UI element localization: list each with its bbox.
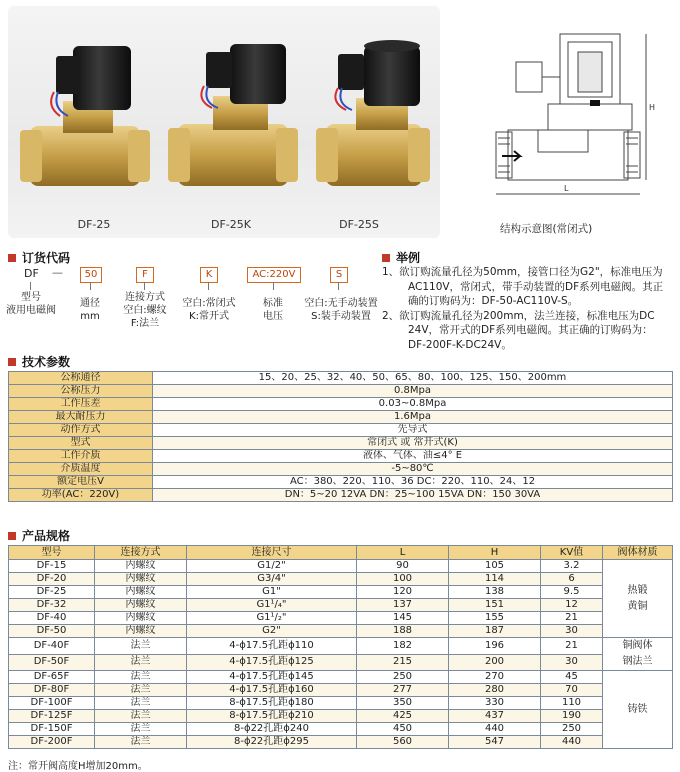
param-key: 介质温度	[9, 463, 153, 476]
connector-line	[30, 282, 31, 290]
spec-connection: 法兰	[95, 638, 187, 655]
spec-size: 4-ϕ17.5孔距ϕ110	[187, 638, 357, 655]
section-marker-icon	[8, 358, 16, 366]
param-row	[9, 489, 673, 502]
col-header-h: H	[449, 546, 541, 560]
table-row	[9, 586, 673, 599]
param-row	[9, 385, 673, 398]
spec-l: 188	[357, 625, 449, 638]
param-key: 工作压差	[9, 398, 153, 411]
param-key: 工作介质	[9, 450, 153, 463]
spec-kv: 9.5	[541, 586, 603, 599]
param-value: 0.8Mpa	[153, 385, 673, 398]
spec-model: DF-80F	[9, 684, 95, 697]
connector-line	[90, 282, 91, 290]
spec-h: 280	[449, 684, 541, 697]
spec-connection: 内螺纹	[95, 625, 187, 638]
spec-l: 145	[357, 612, 449, 625]
param-row	[9, 398, 673, 411]
param-key: 型式	[9, 437, 153, 450]
dim-l-label: L	[564, 184, 569, 193]
tech-params-title: 技术参数	[22, 355, 71, 369]
spec-h: 547	[449, 736, 541, 749]
spec-model: DF-125F	[9, 710, 95, 723]
spec-h: 138	[449, 586, 541, 599]
spec-h: 440	[449, 723, 541, 736]
spec-header-row	[9, 546, 673, 560]
table-row	[9, 723, 673, 736]
order-code-title: 订货代码	[22, 251, 71, 265]
spec-h: 196	[449, 638, 541, 655]
param-key: 公称压力	[9, 385, 153, 398]
spec-l: 137	[357, 599, 449, 612]
code-desc-type: 空白:常闭式 K:常开式	[182, 298, 236, 322]
example-line: 24V，常开式的DF系列电磁阀。其正确的订购码为：	[408, 324, 653, 336]
spec-connection: 内螺纹	[95, 612, 187, 625]
spec-connection: 法兰	[95, 710, 187, 723]
section-marker-icon	[8, 532, 16, 540]
spec-table	[8, 545, 673, 749]
spec-l: 215	[357, 654, 449, 671]
spec-connection: 内螺纹	[95, 586, 187, 599]
param-row	[9, 450, 673, 463]
spec-h: 114	[449, 573, 541, 586]
col-header-kv: KV值	[541, 546, 603, 560]
spec-size: G2"	[187, 625, 357, 638]
spec-connection: 法兰	[95, 654, 187, 671]
spec-size: G1¹/₂"	[187, 612, 357, 625]
spec-connection: 法兰	[95, 671, 187, 684]
spec-size: G1/2"	[187, 560, 357, 573]
connector-line	[338, 282, 339, 290]
spec-kv: 190	[541, 710, 603, 723]
spec-kv: 30	[541, 654, 603, 671]
spec-model: DF-65F	[9, 671, 95, 684]
spec-kv: 30	[541, 625, 603, 638]
example-line: AC110V，常闭式，带手动装置的DF系列电磁阀。其正	[408, 280, 664, 293]
spec-connection: 法兰	[95, 736, 187, 749]
spec-kv: 21	[541, 638, 603, 655]
table-row	[9, 671, 673, 684]
spec-h: 200	[449, 654, 541, 671]
code-desc-connection: 连接方式 空白:螺纹 F:法兰	[123, 292, 167, 329]
param-value: DN：5~20 12VA DN：25~100 15VA DN：150 30VA	[153, 489, 673, 502]
valve-label-df25s: DF-25S	[339, 218, 379, 231]
spec-h: 330	[449, 697, 541, 710]
col-header-material: 阀体材质	[603, 546, 673, 560]
structure-drawing	[478, 22, 668, 212]
spec-heading	[8, 527, 70, 544]
example-title: 举例	[396, 251, 421, 265]
spec-connection: 内螺纹	[95, 560, 187, 573]
param-row	[9, 411, 673, 424]
spec-l: 425	[357, 710, 449, 723]
param-value: -5~80℃	[153, 463, 673, 476]
col-header-model: 型号	[9, 546, 95, 560]
dim-h-label: H	[649, 103, 656, 112]
spec-l: 90	[357, 560, 449, 573]
param-value: 先导式	[153, 424, 673, 437]
tech-params-heading	[8, 353, 70, 370]
code-box-manual: S	[330, 267, 348, 283]
order-code-heading	[8, 249, 70, 266]
param-value: 15、20、25、32、40、50、65、80、100、125、150、200mm	[153, 372, 673, 385]
spec-model: DF-200F	[9, 736, 95, 749]
spec-h: 270	[449, 671, 541, 684]
col-header-connection: 连接方式	[95, 546, 187, 560]
spec-model: DF-150F	[9, 723, 95, 736]
spec-note: 注：常开阀高度H增加20mm。	[8, 761, 148, 772]
spec-l: 350	[357, 697, 449, 710]
param-row	[9, 372, 673, 385]
spec-title: 产品规格	[22, 529, 71, 543]
spec-size: 4-ϕ17.5孔距ϕ125	[187, 654, 357, 671]
example-line: DF-200F-K-DC24V。	[408, 338, 512, 351]
param-key: 最大耐压力	[9, 411, 153, 424]
spec-kv: 250	[541, 723, 603, 736]
spec-kv: 70	[541, 684, 603, 697]
valve-df25s-image	[316, 40, 430, 186]
spec-model: DF-15	[9, 560, 95, 573]
spec-h: 105	[449, 560, 541, 573]
spec-size: 4-ϕ17.5孔距ϕ145	[187, 671, 357, 684]
valve-label-df25: DF-25	[77, 218, 111, 231]
spec-model: DF-25	[9, 586, 95, 599]
spec-l: 100	[357, 573, 449, 586]
param-value: 1.6Mpa	[153, 411, 673, 424]
spec-kv: 45	[541, 671, 603, 684]
table-row	[9, 573, 673, 586]
spec-kv: 440	[541, 736, 603, 749]
valve-label-df25k: DF-25K	[211, 218, 251, 231]
example-line: 1、欲订购流量孔径为50mm，接管口径为G2"，标准电压为	[382, 266, 663, 278]
spec-size: G1¹/₄"	[187, 599, 357, 612]
connector-line	[208, 282, 209, 290]
spec-kv: 110	[541, 697, 603, 710]
param-key: 动作方式	[9, 424, 153, 437]
spec-l: 250	[357, 671, 449, 684]
order-code-dash: —	[52, 266, 63, 279]
param-key: 公称通径	[9, 372, 153, 385]
example-heading	[382, 249, 420, 266]
spec-material: 热锻 黄铜	[603, 560, 673, 638]
spec-l: 120	[357, 586, 449, 599]
code-box-connection: F	[136, 267, 154, 283]
col-header-l: L	[357, 546, 449, 560]
spec-model: DF-50F	[9, 654, 95, 671]
param-key: 功率(AC：220V)	[9, 489, 153, 502]
code-box-diameter: 50	[80, 267, 102, 283]
spec-material: 铸铁	[603, 671, 673, 749]
spec-kv: 6	[541, 573, 603, 586]
param-row	[9, 437, 673, 450]
param-value: AC：380、220、110、36 DC：220、110、24、12	[153, 476, 673, 489]
table-row	[9, 736, 673, 749]
param-row	[9, 463, 673, 476]
code-box-voltage: AC:220V	[247, 267, 301, 283]
spec-connection: 内螺纹	[95, 599, 187, 612]
spec-l: 277	[357, 684, 449, 697]
connector-line	[144, 282, 145, 290]
spec-model: DF-40	[9, 612, 95, 625]
spec-h: 151	[449, 599, 541, 612]
table-row	[9, 697, 673, 710]
section-marker-icon	[8, 254, 16, 262]
valve-photos	[8, 6, 440, 238]
diagram-caption: 结构示意图(常闭式)	[500, 223, 593, 235]
spec-kv: 3.2	[541, 560, 603, 573]
table-row	[9, 625, 673, 638]
example-text	[382, 265, 678, 352]
param-row	[9, 424, 673, 437]
structure-diagram	[478, 22, 668, 235]
spec-model: DF-32	[9, 599, 95, 612]
spec-size: 8-ϕ22孔距ϕ295	[187, 736, 357, 749]
spec-model: DF-100F	[9, 697, 95, 710]
example-line: 2、欲订购流量孔径为200mm，法兰连接，标准电压为DC	[382, 309, 655, 322]
code-desc-model: 型号 液用电磁阀	[6, 292, 56, 316]
spec-connection: 法兰	[95, 723, 187, 736]
spec-h: 155	[449, 612, 541, 625]
param-value: 0.03~0.8Mpa	[153, 398, 673, 411]
param-value: 常闭式 或 常开式(K)	[153, 437, 673, 450]
spec-model: DF-20	[9, 573, 95, 586]
tech-params-table	[8, 371, 673, 502]
spec-l: 450	[357, 723, 449, 736]
table-row	[9, 684, 673, 697]
spec-kv: 12	[541, 599, 603, 612]
param-key: 额定电压V	[9, 476, 153, 489]
table-row	[9, 560, 673, 573]
spec-model: DF-50	[9, 625, 95, 638]
spec-size: G3/4"	[187, 573, 357, 586]
spec-l: 560	[357, 736, 449, 749]
table-row	[9, 654, 673, 671]
code-desc-voltage: 标准 电压	[263, 298, 283, 322]
connector-line	[273, 282, 274, 290]
spec-h: 187	[449, 625, 541, 638]
col-header-size: 连接尺寸	[187, 546, 357, 560]
spec-kv: 21	[541, 612, 603, 625]
valve-df25k-image	[168, 44, 298, 186]
spec-material: 铜阀体 钢法兰	[603, 638, 673, 671]
spec-model: DF-40F	[9, 638, 95, 655]
product-photo-panel	[8, 6, 440, 238]
spec-connection: 内螺纹	[95, 573, 187, 586]
spec-size: 8-ϕ17.5孔距ϕ210	[187, 710, 357, 723]
order-code-prefix: DF	[24, 267, 39, 280]
code-desc-diameter: 通径 mm	[80, 298, 100, 322]
spec-connection: 法兰	[95, 697, 187, 710]
spec-h: 437	[449, 710, 541, 723]
table-row	[9, 710, 673, 723]
param-row	[9, 476, 673, 489]
code-desc-manual: 空白:无手动装置 S:装手动装置	[304, 298, 378, 322]
valve-df25-image	[20, 46, 150, 186]
spec-connection: 法兰	[95, 684, 187, 697]
spec-size: 4-ϕ17.5孔距ϕ160	[187, 684, 357, 697]
spec-size: 8-ϕ22孔距ϕ240	[187, 723, 357, 736]
table-row	[9, 638, 673, 655]
code-box-type: K	[200, 267, 218, 283]
param-value: 液体、气体、油≤4° E	[153, 450, 673, 463]
table-row	[9, 599, 673, 612]
spec-size: G1"	[187, 586, 357, 599]
section-marker-icon	[382, 254, 390, 262]
example-line: 确的订购码为：DF-50-AC110V-S。	[408, 295, 579, 307]
spec-size: 8-ϕ17.5孔距ϕ180	[187, 697, 357, 710]
table-row	[9, 612, 673, 625]
spec-l: 182	[357, 638, 449, 655]
